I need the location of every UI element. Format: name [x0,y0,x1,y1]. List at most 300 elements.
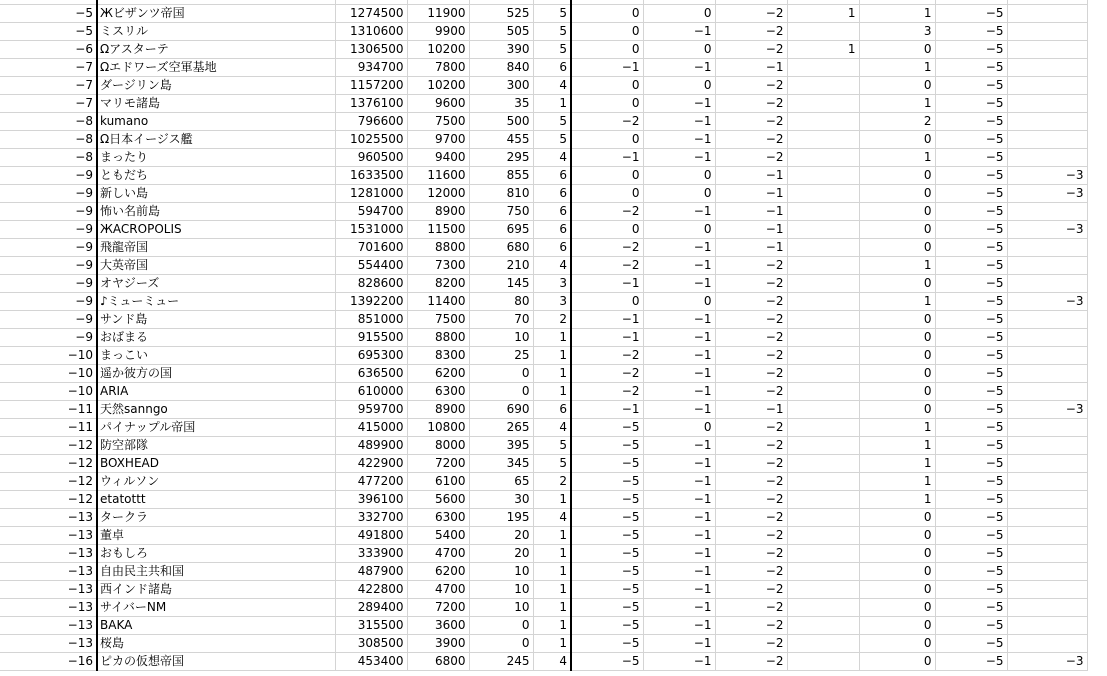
score-g-cell[interactable] [1007,545,1087,563]
score-c-cell[interactable]: −2 [715,599,787,617]
score-e-cell[interactable]: 3 [859,23,935,41]
island-name-cell[interactable]: 桜島 [97,635,335,653]
score-g-cell[interactable] [1007,491,1087,509]
score-b-cell[interactable]: −1 [643,59,715,77]
rank-cell[interactable]: −13 [0,527,97,545]
rank-cell[interactable]: −9 [0,167,97,185]
population-cell[interactable]: 332700 [335,509,407,527]
score-a-cell[interactable]: −5 [571,635,643,653]
score-f-cell[interactable]: −5 [935,311,1007,329]
score-c-cell[interactable]: −2 [715,581,787,599]
value-cell[interactable]: 680 [469,239,533,257]
score-e-cell[interactable]: 0 [859,365,935,383]
score-b-cell[interactable]: −1 [643,563,715,581]
score-b-cell[interactable]: 0 [643,167,715,185]
value-cell[interactable]: 10 [469,599,533,617]
score-e-cell[interactable]: 0 [859,383,935,401]
value-cell[interactable]: 10 [469,563,533,581]
score-a-cell[interactable]: −5 [571,563,643,581]
value-cell[interactable]: 25 [469,347,533,365]
population-cell[interactable]: 1310600 [335,23,407,41]
score-d-cell[interactable] [787,311,859,329]
island-name-cell[interactable]: BAKA [97,617,335,635]
rank-cell[interactable]: −7 [0,95,97,113]
score-a-cell[interactable]: −2 [571,257,643,275]
value-cell[interactable]: 20 [469,527,533,545]
score-e-cell[interactable]: 1 [859,491,935,509]
score-f-cell[interactable]: −5 [935,455,1007,473]
rank-cell[interactable]: −5 [0,5,97,23]
area-cell[interactable]: 8900 [407,203,469,221]
level-cell[interactable]: 1 [533,527,571,545]
area-cell[interactable]: 8800 [407,329,469,347]
value-cell[interactable]: 525 [469,5,533,23]
score-d-cell[interactable] [787,509,859,527]
score-c-cell[interactable]: −1 [715,221,787,239]
score-d-cell[interactable] [787,329,859,347]
score-b-cell[interactable]: −1 [643,275,715,293]
level-cell[interactable]: 1 [533,635,571,653]
rank-cell[interactable]: −13 [0,509,97,527]
score-d-cell[interactable] [787,203,859,221]
rank-cell[interactable]: −12 [0,437,97,455]
score-f-cell[interactable]: −5 [935,581,1007,599]
value-cell[interactable]: 855 [469,167,533,185]
score-e-cell[interactable]: 0 [859,77,935,95]
rank-cell[interactable]: −13 [0,563,97,581]
level-cell[interactable]: 6 [533,401,571,419]
score-c-cell[interactable]: −2 [715,347,787,365]
population-cell[interactable]: 308500 [335,635,407,653]
level-cell[interactable]: 4 [533,77,571,95]
score-g-cell[interactable] [1007,23,1087,41]
score-c-cell[interactable]: −2 [715,113,787,131]
score-b-cell[interactable]: 0 [643,5,715,23]
score-a-cell[interactable]: −2 [571,383,643,401]
score-c-cell[interactable]: −2 [715,455,787,473]
score-b-cell[interactable]: −1 [643,491,715,509]
value-cell[interactable]: 395 [469,437,533,455]
population-cell[interactable]: 1025500 [335,131,407,149]
score-d-cell[interactable] [787,599,859,617]
value-cell[interactable]: 0 [469,383,533,401]
score-d-cell[interactable] [787,77,859,95]
score-g-cell[interactable]: −3 [1007,221,1087,239]
score-e-cell[interactable]: 1 [859,293,935,311]
score-c-cell[interactable]: −2 [715,77,787,95]
population-cell[interactable]: 934700 [335,59,407,77]
rank-cell[interactable]: −6 [0,41,97,59]
score-e-cell[interactable]: 0 [859,167,935,185]
score-d-cell[interactable] [787,95,859,113]
island-name-cell[interactable]: タークラ [97,509,335,527]
population-cell[interactable]: 289400 [335,599,407,617]
level-cell[interactable]: 4 [533,149,571,167]
score-d-cell[interactable] [787,131,859,149]
score-g-cell[interactable] [1007,77,1087,95]
score-b-cell[interactable]: −1 [643,635,715,653]
score-e-cell[interactable]: 0 [859,563,935,581]
score-b-cell[interactable]: −1 [643,653,715,671]
score-d-cell[interactable] [787,527,859,545]
score-g-cell[interactable] [1007,509,1087,527]
score-d-cell[interactable]: 1 [787,5,859,23]
score-b-cell[interactable]: −1 [643,311,715,329]
score-f-cell[interactable]: −5 [935,401,1007,419]
score-c-cell[interactable]: −2 [715,635,787,653]
score-e-cell[interactable]: 0 [859,185,935,203]
level-cell[interactable]: 1 [533,599,571,617]
area-cell[interactable]: 6100 [407,473,469,491]
score-d-cell[interactable] [787,185,859,203]
level-cell[interactable]: 3 [533,293,571,311]
score-e-cell[interactable]: 1 [859,437,935,455]
score-f-cell[interactable]: −5 [935,293,1007,311]
value-cell[interactable]: 695 [469,221,533,239]
area-cell[interactable]: 8300 [407,347,469,365]
level-cell[interactable]: 3 [533,275,571,293]
score-d-cell[interactable] [787,383,859,401]
score-g-cell[interactable] [1007,473,1087,491]
value-cell[interactable]: 455 [469,131,533,149]
area-cell[interactable]: 7800 [407,59,469,77]
population-cell[interactable]: 1392200 [335,293,407,311]
rank-cell[interactable]: −10 [0,383,97,401]
rank-cell[interactable]: −10 [0,347,97,365]
score-b-cell[interactable]: 0 [643,41,715,59]
score-a-cell[interactable]: −5 [571,419,643,437]
rank-cell[interactable]: −7 [0,77,97,95]
value-cell[interactable]: 0 [469,635,533,653]
score-a-cell[interactable]: 0 [571,41,643,59]
score-d-cell[interactable]: 1 [787,41,859,59]
population-cell[interactable]: 422800 [335,581,407,599]
value-cell[interactable]: 500 [469,113,533,131]
score-c-cell[interactable]: −2 [715,437,787,455]
level-cell[interactable]: 1 [533,563,571,581]
rank-cell[interactable]: −8 [0,113,97,131]
rank-cell[interactable]: −12 [0,473,97,491]
island-name-cell[interactable]: 董卓 [97,527,335,545]
score-a-cell[interactable]: −1 [571,59,643,77]
score-b-cell[interactable]: −1 [643,149,715,167]
score-f-cell[interactable]: −5 [935,185,1007,203]
level-cell[interactable]: 1 [533,95,571,113]
rank-cell[interactable]: −9 [0,257,97,275]
score-a-cell[interactable]: 0 [571,293,643,311]
population-cell[interactable]: 415000 [335,419,407,437]
level-cell[interactable]: 5 [533,23,571,41]
level-cell[interactable]: 6 [533,185,571,203]
score-d-cell[interactable] [787,653,859,671]
island-name-cell[interactable]: ミスリル [97,23,335,41]
score-a-cell[interactable]: −5 [571,599,643,617]
score-a-cell[interactable]: −1 [571,275,643,293]
score-a-cell[interactable]: −2 [571,239,643,257]
score-c-cell[interactable]: −2 [715,5,787,23]
level-cell[interactable]: 1 [533,581,571,599]
score-f-cell[interactable]: −5 [935,257,1007,275]
score-a-cell[interactable]: −5 [571,473,643,491]
score-c-cell[interactable]: −2 [715,131,787,149]
rank-cell[interactable]: −11 [0,401,97,419]
population-cell[interactable]: 333900 [335,545,407,563]
score-d-cell[interactable] [787,437,859,455]
island-name-cell[interactable]: 新しい島 [97,185,335,203]
score-g-cell[interactable] [1007,5,1087,23]
area-cell[interactable]: 10200 [407,77,469,95]
score-c-cell[interactable]: −2 [715,419,787,437]
score-g-cell[interactable] [1007,59,1087,77]
value-cell[interactable]: 300 [469,77,533,95]
area-cell[interactable]: 3900 [407,635,469,653]
score-b-cell[interactable]: −1 [643,617,715,635]
level-cell[interactable]: 5 [533,5,571,23]
level-cell[interactable]: 1 [533,365,571,383]
score-a-cell[interactable]: −5 [571,455,643,473]
population-cell[interactable]: 960500 [335,149,407,167]
island-name-cell[interactable]: ウィルソン [97,473,335,491]
area-cell[interactable]: 6300 [407,383,469,401]
score-g-cell[interactable] [1007,329,1087,347]
score-f-cell[interactable]: −5 [935,365,1007,383]
level-cell[interactable]: 6 [533,203,571,221]
island-name-cell[interactable]: 西インド諸島 [97,581,335,599]
score-e-cell[interactable]: 0 [859,239,935,257]
score-g-cell[interactable] [1007,617,1087,635]
rank-cell[interactable]: −7 [0,59,97,77]
score-d-cell[interactable] [787,347,859,365]
area-cell[interactable]: 11500 [407,221,469,239]
score-b-cell[interactable]: −1 [643,545,715,563]
area-cell[interactable]: 6200 [407,365,469,383]
value-cell[interactable]: 35 [469,95,533,113]
rank-cell[interactable]: −9 [0,221,97,239]
population-cell[interactable]: 796600 [335,113,407,131]
score-e-cell[interactable]: 0 [859,527,935,545]
island-name-cell[interactable]: Ωアスターテ [97,41,335,59]
rank-cell[interactable]: −12 [0,455,97,473]
score-e-cell[interactable]: 0 [859,347,935,365]
score-g-cell[interactable] [1007,113,1087,131]
score-a-cell[interactable]: −1 [571,149,643,167]
score-f-cell[interactable]: −5 [935,635,1007,653]
area-cell[interactable]: 6300 [407,509,469,527]
population-cell[interactable]: 1306500 [335,41,407,59]
rank-cell[interactable]: −10 [0,365,97,383]
score-e-cell[interactable]: 1 [859,5,935,23]
score-c-cell[interactable]: −2 [715,95,787,113]
score-a-cell[interactable]: 0 [571,95,643,113]
score-e-cell[interactable]: 1 [859,149,935,167]
score-g-cell[interactable] [1007,563,1087,581]
score-c-cell[interactable]: −2 [715,383,787,401]
rank-cell[interactable]: −12 [0,491,97,509]
score-g-cell[interactable] [1007,131,1087,149]
score-b-cell[interactable]: 0 [643,185,715,203]
score-a-cell[interactable]: −5 [571,437,643,455]
level-cell[interactable]: 4 [533,653,571,671]
score-d-cell[interactable] [787,365,859,383]
score-b-cell[interactable]: 0 [643,77,715,95]
value-cell[interactable]: 10 [469,329,533,347]
population-cell[interactable]: 1633500 [335,167,407,185]
level-cell[interactable]: 5 [533,437,571,455]
population-cell[interactable]: 1376100 [335,95,407,113]
island-name-cell[interactable]: 飛龍帝国 [97,239,335,257]
score-g-cell[interactable] [1007,383,1087,401]
score-b-cell[interactable]: −1 [643,257,715,275]
rank-cell[interactable]: −13 [0,635,97,653]
score-a-cell[interactable]: −1 [571,329,643,347]
score-c-cell[interactable]: −2 [715,41,787,59]
island-name-cell[interactable]: おもしろ [97,545,335,563]
score-g-cell[interactable]: −3 [1007,401,1087,419]
island-name-cell[interactable]: おばまる [97,329,335,347]
score-f-cell[interactable]: −5 [935,275,1007,293]
area-cell[interactable]: 9700 [407,131,469,149]
value-cell[interactable]: 690 [469,401,533,419]
rank-cell[interactable]: −13 [0,545,97,563]
score-d-cell[interactable] [787,419,859,437]
level-cell[interactable]: 4 [533,419,571,437]
score-b-cell[interactable]: 0 [643,419,715,437]
score-d-cell[interactable] [787,275,859,293]
score-f-cell[interactable]: −5 [935,491,1007,509]
area-cell[interactable]: 9600 [407,95,469,113]
rank-cell[interactable]: −13 [0,599,97,617]
score-b-cell[interactable]: −1 [643,131,715,149]
score-g-cell[interactable]: −3 [1007,167,1087,185]
value-cell[interactable]: 80 [469,293,533,311]
score-d-cell[interactable] [787,59,859,77]
area-cell[interactable]: 9900 [407,23,469,41]
score-f-cell[interactable]: −5 [935,77,1007,95]
area-cell[interactable]: 4700 [407,545,469,563]
score-a-cell[interactable]: −2 [571,203,643,221]
score-e-cell[interactable]: 0 [859,41,935,59]
island-name-cell[interactable]: ピカの仮想帝国 [97,653,335,671]
rank-cell[interactable]: −13 [0,581,97,599]
score-e-cell[interactable]: 1 [859,59,935,77]
level-cell[interactable]: 1 [533,383,571,401]
area-cell[interactable]: 7500 [407,311,469,329]
score-e-cell[interactable]: 0 [859,617,935,635]
score-e-cell[interactable]: 1 [859,257,935,275]
score-c-cell[interactable]: −2 [715,293,787,311]
score-f-cell[interactable]: −5 [935,149,1007,167]
score-d-cell[interactable] [787,635,859,653]
population-cell[interactable]: 554400 [335,257,407,275]
population-cell[interactable]: 636500 [335,365,407,383]
score-d-cell[interactable] [787,239,859,257]
score-d-cell[interactable] [787,23,859,41]
score-b-cell[interactable]: 0 [643,293,715,311]
score-b-cell[interactable]: −1 [643,239,715,257]
score-e-cell[interactable]: 0 [859,509,935,527]
population-cell[interactable]: 489900 [335,437,407,455]
score-c-cell[interactable]: −1 [715,167,787,185]
score-g-cell[interactable]: −3 [1007,185,1087,203]
value-cell[interactable]: 0 [469,365,533,383]
area-cell[interactable]: 7200 [407,599,469,617]
score-c-cell[interactable]: −1 [715,185,787,203]
score-f-cell[interactable]: −5 [935,419,1007,437]
island-name-cell[interactable]: ともだち [97,167,335,185]
score-f-cell[interactable]: −5 [935,383,1007,401]
score-a-cell[interactable]: 0 [571,221,643,239]
population-cell[interactable]: 1157200 [335,77,407,95]
value-cell[interactable]: 210 [469,257,533,275]
level-cell[interactable]: 4 [533,257,571,275]
score-c-cell[interactable]: −1 [715,59,787,77]
score-a-cell[interactable]: −5 [571,527,643,545]
score-d-cell[interactable] [787,401,859,419]
score-d-cell[interactable] [787,545,859,563]
score-c-cell[interactable]: −2 [715,329,787,347]
value-cell[interactable]: 840 [469,59,533,77]
island-name-cell[interactable]: まっこい [97,347,335,365]
score-b-cell[interactable]: −1 [643,599,715,617]
level-cell[interactable]: 5 [533,131,571,149]
rank-cell[interactable]: −9 [0,311,97,329]
score-b-cell[interactable]: −1 [643,473,715,491]
population-cell[interactable]: 396100 [335,491,407,509]
score-c-cell[interactable]: −2 [715,275,787,293]
value-cell[interactable]: 20 [469,545,533,563]
population-cell[interactable]: 828600 [335,275,407,293]
area-cell[interactable]: 8000 [407,437,469,455]
score-a-cell[interactable]: 0 [571,5,643,23]
score-e-cell[interactable]: 1 [859,95,935,113]
score-g-cell[interactable]: −3 [1007,653,1087,671]
score-c-cell[interactable]: −2 [715,617,787,635]
area-cell[interactable]: 6200 [407,563,469,581]
population-cell[interactable]: 1531000 [335,221,407,239]
island-name-cell[interactable]: 防空部隊 [97,437,335,455]
score-b-cell[interactable]: −1 [643,383,715,401]
score-e-cell[interactable]: 0 [859,329,935,347]
score-f-cell[interactable]: −5 [935,617,1007,635]
score-a-cell[interactable]: −5 [571,617,643,635]
rank-cell[interactable]: −5 [0,23,97,41]
value-cell[interactable]: 10 [469,581,533,599]
score-e-cell[interactable]: 1 [859,419,935,437]
value-cell[interactable]: 65 [469,473,533,491]
area-cell[interactable]: 11900 [407,5,469,23]
score-f-cell[interactable]: −5 [935,347,1007,365]
level-cell[interactable]: 1 [533,545,571,563]
score-d-cell[interactable] [787,455,859,473]
rank-cell[interactable]: −9 [0,239,97,257]
score-d-cell[interactable] [787,149,859,167]
score-f-cell[interactable]: −5 [935,131,1007,149]
population-cell[interactable]: 695300 [335,347,407,365]
score-d-cell[interactable] [787,221,859,239]
score-e-cell[interactable]: 0 [859,599,935,617]
rank-cell[interactable]: −9 [0,203,97,221]
population-cell[interactable]: 594700 [335,203,407,221]
value-cell[interactable]: 810 [469,185,533,203]
island-name-cell[interactable]: Ωエドワーズ空軍基地 [97,59,335,77]
population-cell[interactable]: 915500 [335,329,407,347]
score-b-cell[interactable]: −1 [643,95,715,113]
level-cell[interactable]: 1 [533,491,571,509]
score-c-cell[interactable]: −2 [715,653,787,671]
level-cell[interactable]: 5 [533,113,571,131]
score-a-cell[interactable]: −2 [571,365,643,383]
score-f-cell[interactable]: −5 [935,509,1007,527]
